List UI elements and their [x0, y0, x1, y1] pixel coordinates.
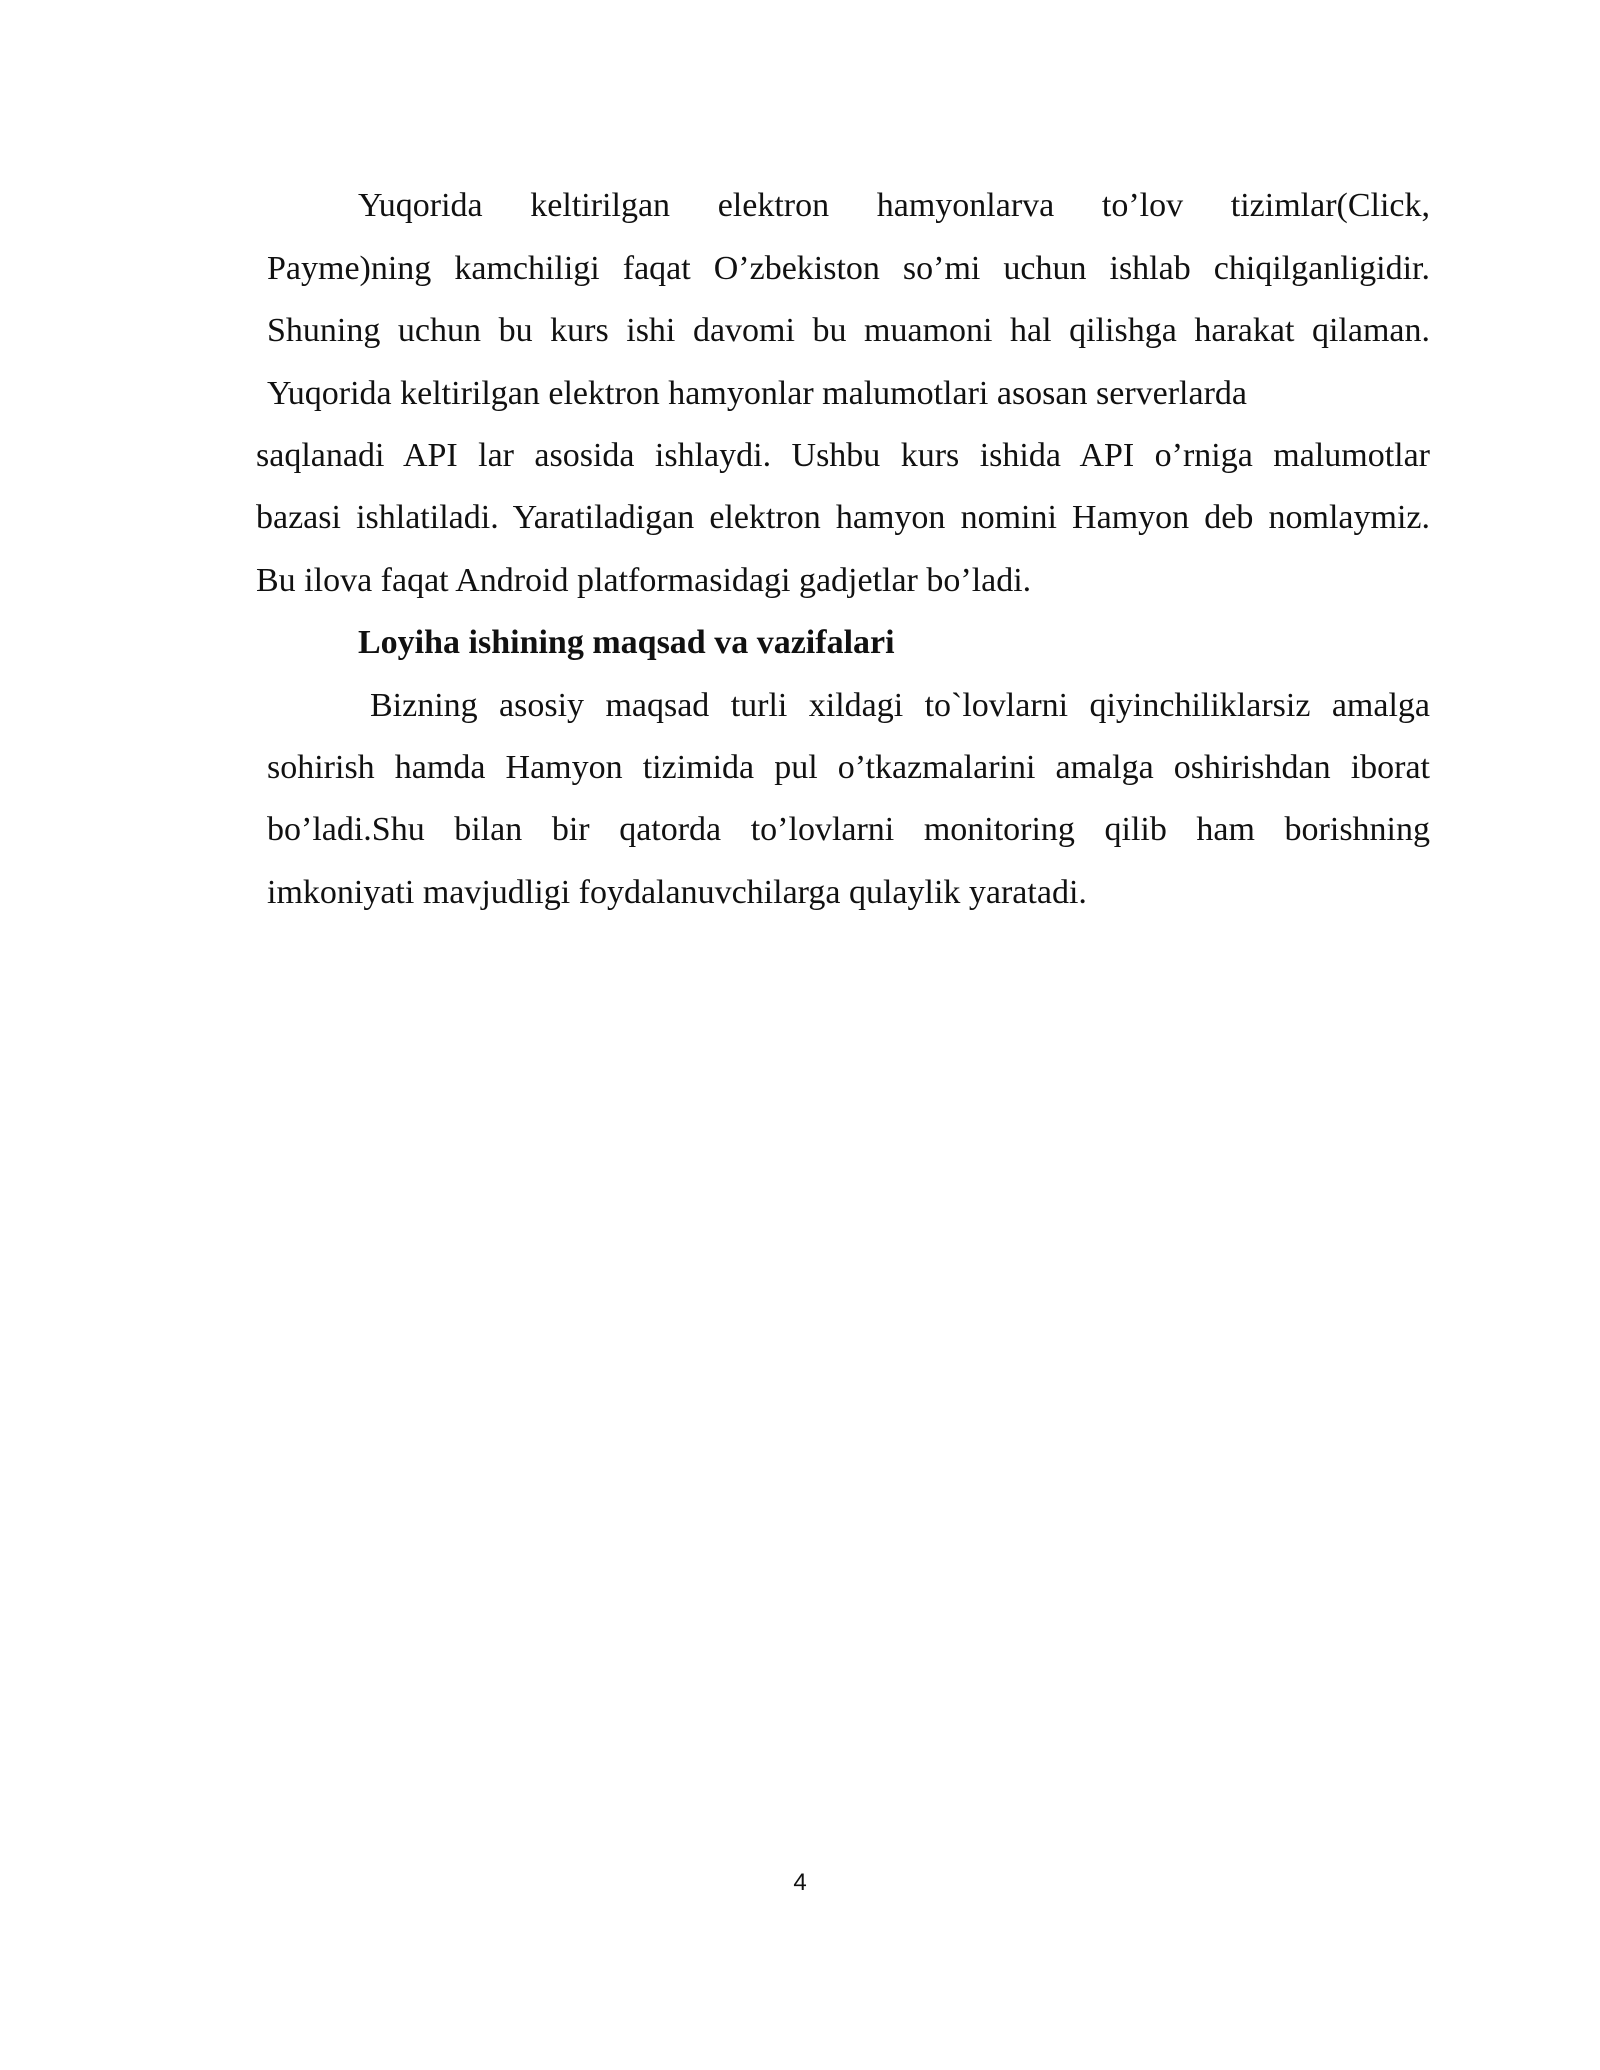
- paragraph-1-line-2: Payme)ning kamchiligi faqat O’zbekiston so’mi uchun ishlab chiqilganligidir.: [267, 250, 1430, 287]
- paragraph-1-line-1: Yuqorida keltirilgan elektron hamyonlarva to’lov tizimlar(Click,: [358, 187, 1430, 224]
- paragraph-1-line-5: saqlanadi API lar asosida ishlaydi. Ushbu kurs ishida API o’rniga malumotlar: [256, 437, 1430, 474]
- paragraph-2-line-4: imkoniyati mavjudligi foydalanuvchilarga qulaylik yaratadi.: [267, 874, 1087, 911]
- paragraph-2-line-1: Bizning asosiy maqsad turli xildagi to`lovlarni qiyinchiliklarsiz amalga: [370, 687, 1430, 724]
- page-number: 4: [793, 1869, 807, 1896]
- paragraph-1-line-7: Bu ilova faqat Android platformasidagi gadjetlar bo’ladi.: [256, 562, 1032, 599]
- paragraph-1-line-6: bazasi ishlatiladi. Yaratiladigan elektron hamyon nomini Hamyon deb nomlaymiz.: [256, 499, 1430, 536]
- paragraph-1-line-4: Yuqorida keltirilgan elektron hamyonlar malumotlari asosan serverlarda: [267, 375, 1248, 412]
- paragraph-2-line-3: bo’ladi.Shu bilan bir qatorda to’lovlarni monitoring qilib ham borishning: [267, 811, 1430, 848]
- section-heading: Loyiha ishining maqsad va vazifalari: [358, 624, 895, 661]
- paragraph-2-line-2: sohirish hamda Hamyon tizimida pul o’tkazmalarini amalga oshirishdan iborat: [267, 749, 1430, 786]
- paragraph-1-line-3: Shuning uchun bu kurs ishi davomi bu muamoni hal qilishga harakat qilaman.: [267, 312, 1430, 349]
